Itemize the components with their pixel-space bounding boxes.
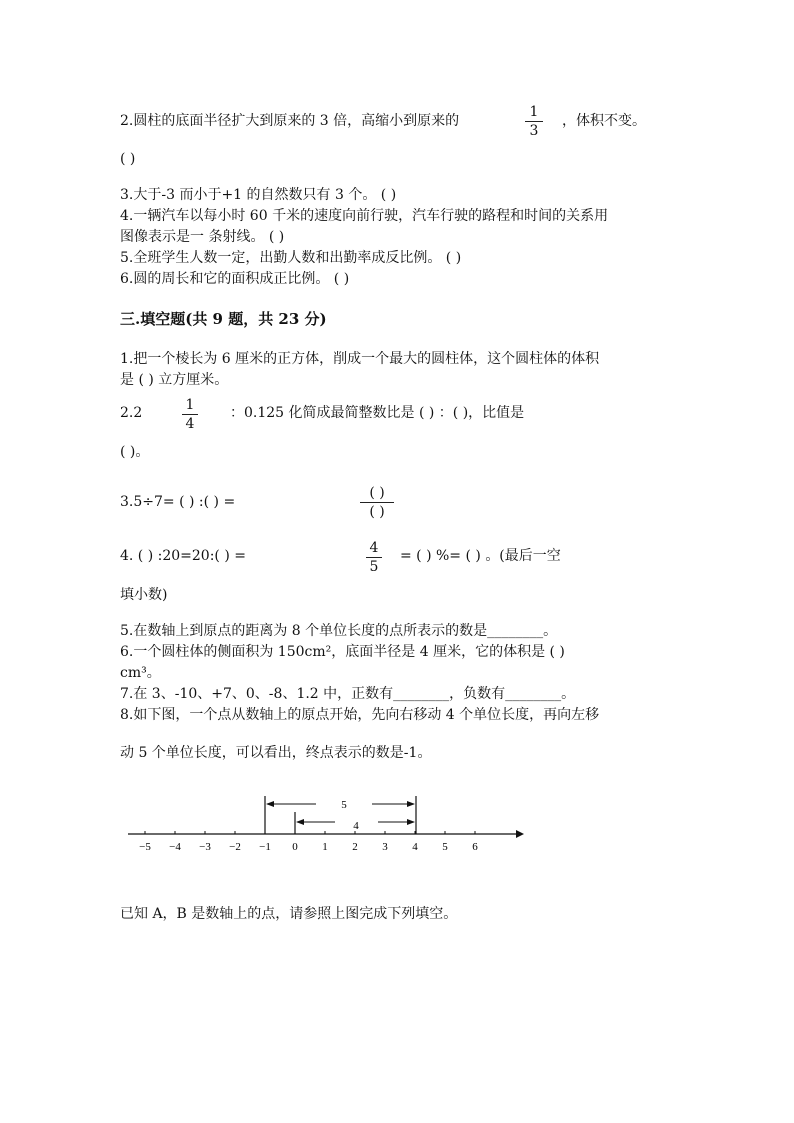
- fraction-denominator: ( ): [369, 504, 385, 520]
- arrow-bottom-label: 4: [353, 820, 359, 832]
- judge-q5: 5.全班学生人数一定，出勤人数和出勤率成反比例。 ( ): [120, 250, 462, 266]
- fraction-numerator: 1: [185, 397, 195, 413]
- judge-q2-tail: ，体积不变。: [562, 113, 646, 129]
- axis-arrow-icon: [516, 830, 524, 838]
- fill-q2-prefix: 2.2: [120, 405, 143, 421]
- fill-q1-line2: 是 ( ) 立方厘米。: [120, 372, 229, 388]
- fill-q3-fraction: [360, 485, 394, 520]
- fill-q3-text: 3.5÷7= ( ) :( ) =: [120, 494, 236, 510]
- tick-label: −1: [259, 841, 271, 853]
- tick-label: 4: [412, 841, 418, 853]
- tick-label: −5: [139, 841, 151, 853]
- fraction-bar: [525, 121, 543, 122]
- fraction-denominator: 5: [369, 559, 379, 575]
- fill-q8-line2: 动 5 个单位长度，可以看出，终点表示的数是-1。: [120, 745, 432, 761]
- section3-heading: 三.填空题(共 9 题，共 23 分): [120, 310, 327, 328]
- tick-label: 3: [382, 841, 388, 853]
- fill-q6-line2: cm³。: [120, 665, 161, 681]
- fill-q4-rest: = ( ) %= ( ) 。(最后一空: [400, 548, 561, 564]
- tick-label: 5: [442, 841, 448, 853]
- tick-label: −4: [169, 841, 181, 853]
- tick-label: 0: [292, 841, 298, 853]
- fill-q4-line2: 填小数): [120, 587, 168, 603]
- fill-q4-text: 4. ( ) :20=20:( ) =: [120, 548, 246, 564]
- judge-q6: 6.圆的周长和它的面积成正比例。 ( ): [120, 271, 350, 287]
- fill-q4-fraction: [366, 540, 382, 575]
- fraction-numerator: 1: [529, 104, 539, 120]
- tick-label: 6: [472, 841, 478, 853]
- arrow-top-label: 5: [341, 799, 347, 811]
- judge-q4-line2: 图像表示是一 条射线。 ( ): [120, 229, 285, 245]
- fraction-denominator: 3: [529, 123, 539, 139]
- fraction-bar: [182, 414, 198, 415]
- fill-q8-line1: 8.如下图，一个点从数轴上的原点开始，先向右移动 4 个单位长度，再向左移: [120, 707, 600, 723]
- judge-q3: 3.大于-3 而小于+1 的自然数只有 3 个。 ( ): [120, 187, 397, 203]
- fill-q2-rest: ：0.125 化简成最简整数比是 ( ) ：( )，比值是: [230, 405, 525, 421]
- number-line-figure: [120, 788, 540, 860]
- fill-q2-fraction: [182, 397, 198, 432]
- judge-q2-fraction: [525, 104, 543, 139]
- fill-q2-line2: ( )。: [120, 444, 150, 460]
- fill-q9: 已知 A，B 是数轴上的点，请参照上图完成下列填空。: [120, 906, 458, 922]
- fraction-numerator: 4: [369, 540, 379, 556]
- fraction-numerator: ( ): [369, 485, 385, 501]
- judge-q4-line1: 4.一辆汽车以每小时 60 千米的速度向前行驶，汽车行驶的路程和时间的关系用: [120, 208, 609, 224]
- fill-q5: 5.在数轴上到原点的距离为 8 个单位长度的点所表示的数是________。: [120, 623, 558, 639]
- fraction-bar: [360, 502, 394, 503]
- fraction-denominator: 4: [185, 416, 195, 432]
- fill-q1-line1: 1.把一个棱长为 6 厘米的正方体，削成一个最大的圆柱体，这个圆柱体的体积: [120, 351, 600, 367]
- judge-q2-answer-paren: ( ): [120, 151, 136, 167]
- fill-q7: 7.在 3、-10、+7、0、-8、1.2 中，正数有________，负数有________。: [120, 686, 576, 702]
- fill-q6-line1: 6.一个圆柱体的侧面积为 150cm²，底面半径是 4 厘米，它的体积是 ( ): [120, 644, 565, 660]
- fraction-bar: [366, 557, 382, 558]
- tick-label: 1: [322, 841, 328, 853]
- tick-label: 2: [352, 841, 358, 853]
- judge-q2-text: 2.圆柱的底面半径扩大到原来的 3 倍，高缩小到原来的: [120, 113, 460, 129]
- tick-label: −3: [199, 841, 211, 853]
- tick-label: −2: [229, 841, 241, 853]
